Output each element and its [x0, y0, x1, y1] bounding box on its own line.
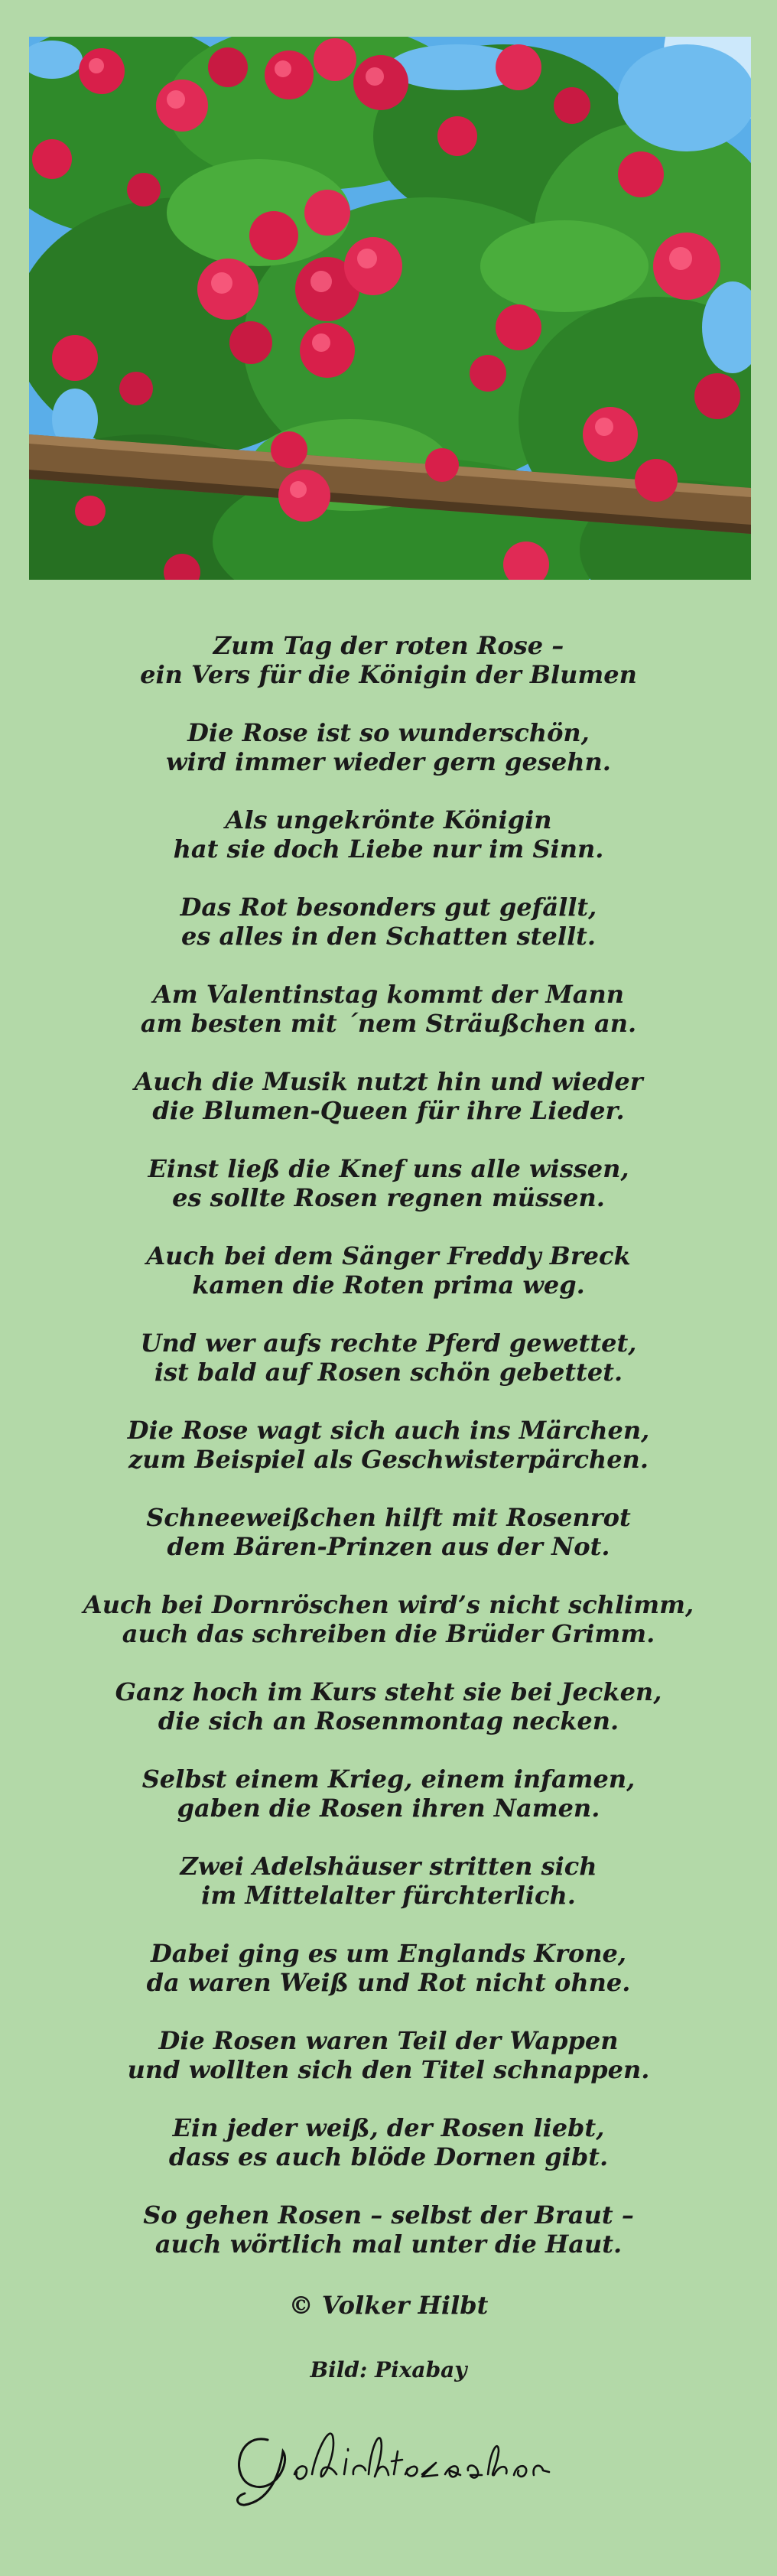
poem-line: da waren Weiß und Rot nicht ohne.: [146, 1968, 631, 1997]
poem-line: Einst ließ die Knef uns alle wissen,: [148, 1154, 629, 1183]
poem-line: es sollte Rosen regnen müssen.: [172, 1183, 605, 1212]
poem-line: Die Rose ist so wunderschön,: [187, 718, 590, 747]
poem-line: Selbst einem Krieg, einem infamen,: [141, 1764, 636, 1794]
stanza: [0, 2200, 777, 2288]
stanza: [0, 2026, 777, 2113]
poem-line: Die Rosen waren Teil der Wappen: [158, 2026, 619, 2055]
poem-line: dass es auch blöde Dornen gibt.: [168, 2142, 609, 2171]
poem-line: Zum Tag der roten Rose –: [213, 631, 564, 660]
poem-line: Und wer aufs rechte Pferd gewettet,: [140, 1329, 637, 1358]
stanza: [0, 1329, 777, 1416]
poem-line: hat sie doch Liebe nur im Sinn.: [173, 834, 604, 864]
poem-line: So gehen Rosen – selbst der Braut –: [143, 2200, 634, 2230]
poem-line: Auch bei dem Sänger Freddy Breck: [146, 1241, 631, 1270]
stanza: [0, 1677, 777, 1764]
stanza: [0, 980, 777, 1067]
poem-line: auch wörtlich mal unter die Haut.: [154, 2230, 623, 2259]
poem-line: gaben die Rosen ihren Namen.: [177, 1794, 600, 1823]
stanza: [0, 1939, 777, 2026]
poem-line: im Mittelalter fürchterlich.: [201, 1881, 576, 1910]
stanza: [0, 893, 777, 980]
poem-line: Das Rot besonders gut gefällt,: [180, 893, 597, 922]
poem-line: Ganz hoch im Kurs steht sie bei Jecken,: [115, 1677, 662, 1706]
poem-line: am besten mit ´nem Sträußchen an.: [140, 1009, 637, 1038]
poem: [0, 631, 777, 2288]
stanza: [0, 1590, 777, 1677]
roses-photo: [29, 37, 751, 580]
poem-line: zum Beispiel als Geschwisterpärchen.: [128, 1445, 649, 1474]
poem-line: kamen die Roten prima weg.: [192, 1270, 585, 1299]
image-credit: Bild: Pixabay: [310, 2357, 467, 2382]
poem-line: die sich an Rosenmontag necken.: [158, 1706, 619, 1735]
copyright: © Volker Hilbt: [288, 2291, 489, 2320]
poem-line: wird immer wieder gern gesehn.: [166, 747, 611, 776]
stanza: [0, 1503, 777, 1590]
poem-line: Dabei ging es um Englands Krone,: [150, 1939, 627, 1968]
stanza: [0, 1764, 777, 1852]
stanza: [0, 1067, 777, 1154]
poem-line: Schneeweißchen hilft mit Rosenrot: [146, 1503, 631, 1532]
poem-line: Ein jeder weiß, der Rosen liebt,: [172, 2113, 605, 2142]
stanza: [0, 1241, 777, 1329]
stanza: [0, 1154, 777, 1241]
signature-graphic: [222, 2409, 558, 2509]
stanza: [0, 718, 777, 805]
poem-line: die Blumen-Queen für ihre Lieder.: [152, 1096, 625, 1125]
poem-line: dem Bären-Prinzen aus der Not.: [167, 1532, 610, 1561]
poem-line: Die Rose wagt sich auch ins Märchen,: [127, 1416, 650, 1445]
poem-line: es alles in den Schatten stellt.: [180, 922, 597, 951]
poem-line: Als ungekrönte Königin: [225, 805, 552, 834]
poem-line: und wollten sich den Titel schnappen.: [127, 2055, 650, 2084]
poem-line: Zwei Adelshäuser stritten sich: [180, 1852, 597, 1881]
signature-logo: [222, 2409, 558, 2509]
poem-line: Auch die Musik nutzt hin und wieder: [134, 1067, 643, 1096]
poem-line: Am Valentinstag kommt der Mann: [152, 980, 625, 1009]
stanza: [0, 805, 777, 893]
stanza: [0, 1416, 777, 1503]
poem-line: Auch bei Dornröschen wird’s nicht schlimm,: [83, 1590, 694, 1619]
stanza: [0, 631, 777, 718]
poem-line: ist bald auf Rosen schön gebettet.: [154, 1358, 623, 1387]
stanza: [0, 1852, 777, 1939]
poem-line: ein Vers für die Königin der Blumen: [140, 660, 637, 689]
poem-line: auch das schreiben die Brüder Grimm.: [122, 1619, 655, 1648]
roses-illustration: [29, 37, 751, 580]
stanza: [0, 2113, 777, 2200]
